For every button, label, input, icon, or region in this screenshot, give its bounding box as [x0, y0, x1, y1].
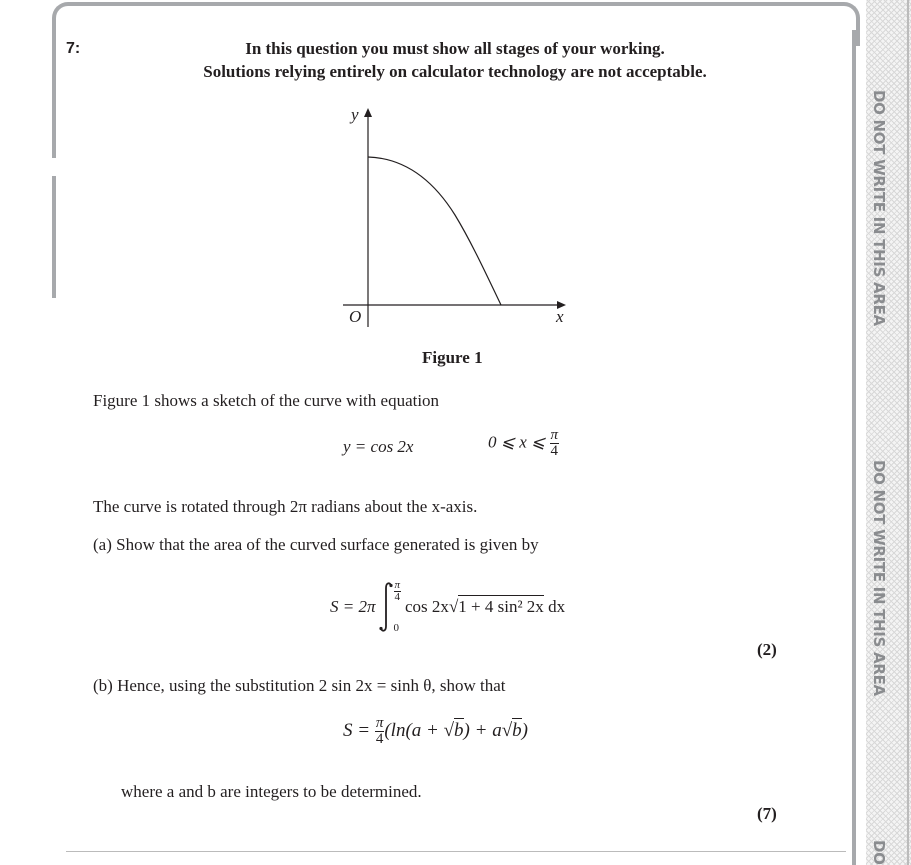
- instruction-line: Solutions relying entirely on calculator technology are not acceptable.: [203, 62, 707, 81]
- marks-part-a: (2): [757, 640, 777, 659]
- margin-warning: DO NOT WRITE IN THIS AREA: [870, 90, 888, 326]
- question-number: 7:: [66, 40, 81, 57]
- where-text: where a and b are integers to be determined.: [121, 782, 422, 801]
- integral-sign: [379, 582, 393, 632]
- integrand-dx: dx: [543, 597, 566, 616]
- integral-upper-limit: $\frac{\pi}{4}$: [394, 579, 401, 603]
- figure-1-sketch: [330, 100, 580, 340]
- integral-lhs: S = 2π: [330, 597, 376, 616]
- fraction: $\frac{\pi}{4}$: [375, 715, 384, 747]
- integrand-sqrt: 1 + 4 sin² 2x: [458, 597, 544, 616]
- domain-inequality: 0 ⩽ x ⩽: [488, 432, 546, 452]
- margin-warning: DO: [870, 840, 888, 865]
- question-frame-right: [852, 30, 856, 865]
- marks-part-b: (7): [757, 804, 777, 823]
- integral-limits: [394, 580, 402, 634]
- x-axis-label: x: [556, 307, 564, 326]
- figure-caption: Figure 1: [422, 348, 483, 367]
- part-b-text: (b) Hence, using the substitution 2 sin 2x = sinh θ, show that: [93, 676, 506, 695]
- curve-equation: y = cos 2x: [343, 437, 414, 456]
- rotation-text: The curve is rotated through 2π radians about the x-axis.: [93, 497, 478, 516]
- question-frame-left: [52, 176, 56, 298]
- margin-border: [907, 0, 909, 865]
- integral-expression: S = 2π $\frac{\pi}{4}$ 0 cos 2x√1 + 4 sin² 2x dx: [330, 579, 566, 634]
- y-axis-label: y: [351, 105, 359, 124]
- part-a-text: (a) Show that the area of the curved surface generated is given by: [93, 535, 539, 554]
- y-axis-arrow: [364, 108, 372, 117]
- curve: [368, 157, 501, 305]
- origin-label: O: [349, 307, 362, 326]
- domain: [488, 428, 559, 459]
- fraction: $\frac{\pi}{4}$: [550, 427, 559, 459]
- bottom-rule: [66, 851, 846, 852]
- question-frame-left: [52, 30, 56, 158]
- intro-text: Figure 1 shows a sketch of the curve with equation: [93, 391, 440, 410]
- integrand-cos: cos 2x: [405, 597, 449, 616]
- instruction-line: In this question you must show all stages of your working.: [245, 39, 665, 58]
- result-lhs: S =: [343, 719, 371, 741]
- integral-lower-limit: 0: [393, 622, 399, 634]
- margin-warning: DO NOT WRITE IN THIS AREA: [870, 460, 888, 696]
- result-expression: S = $\frac{\pi}{4}$ (ln(a + √b) + a√b): [343, 715, 528, 747]
